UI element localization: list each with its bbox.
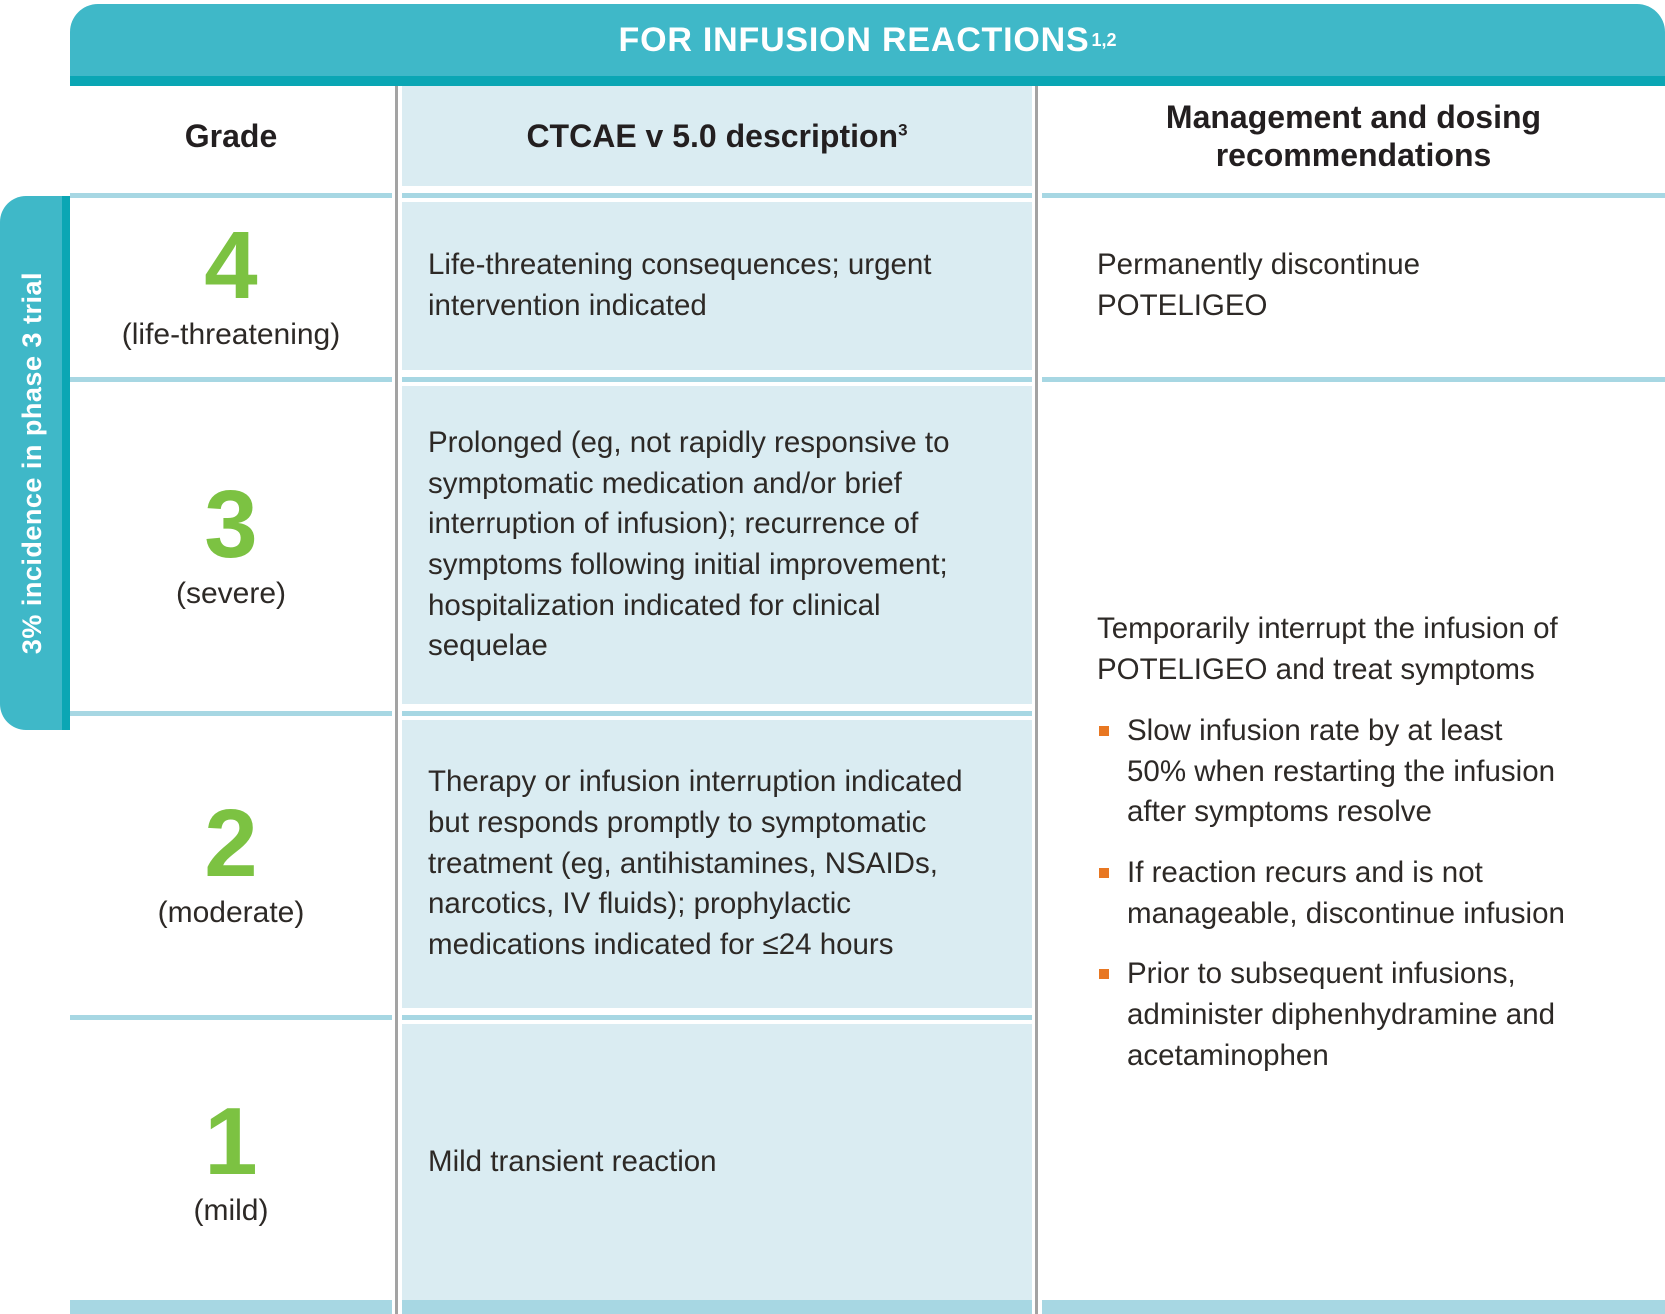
grade-3-severity: (severe) — [175, 576, 287, 610]
grade-cell-1 — [70, 1024, 392, 1300]
incidence-side-tab — [0, 196, 72, 730]
row-separator — [70, 704, 392, 720]
row-separator — [1042, 370, 1665, 386]
description-cell-grade-1 — [402, 1024, 1032, 1300]
title-bar-accent-strip — [70, 76, 1665, 86]
row-separator — [402, 1008, 1032, 1024]
description-text-grade-1: Mild transient reaction — [428, 1144, 717, 1178]
column-header-grade — [70, 86, 392, 186]
bottom-edge-strip — [70, 1300, 392, 1314]
management-cell-grade-4 — [1042, 202, 1665, 370]
grade-3-number: 3 — [204, 471, 258, 579]
description-cell-grade-3 — [402, 386, 1032, 704]
column-header-description — [402, 86, 1032, 186]
column-header-management — [1042, 86, 1665, 186]
column-divider-description-management — [1032, 86, 1042, 1314]
row-separator — [70, 186, 392, 202]
row-separator — [70, 1008, 392, 1024]
description-text-grade-2: Therapy or infusion interruption indicated but responds promptly to symptomatic treatment (eg, antihistamines, NSAIDs, narcotics, IV fluids); prophylactic medications indicated for ≤24 hours — [428, 765, 963, 962]
column-header-description-label: CTCAE v 5.0 description$^3$ — [526, 117, 908, 154]
row-separator — [1042, 186, 1665, 202]
table-title: FOR INFUSION REACTIONS — [618, 20, 1090, 59]
management-bullet-premedication: Prior to subsequent infusions, administer diphenhydramine and acetaminophen — [1097, 954, 1567, 1076]
column-header-grade-label: Grade — [184, 117, 278, 154]
column-divider-grade-description — [392, 86, 402, 1314]
incidence-side-tab-label: 3% incidence in phase 3 trial — [16, 271, 47, 655]
management-intro-grades-1-to-3: Temporarily interrupt the infusion of POTELIGEO and treat symptoms — [1097, 612, 1558, 687]
grade-1-number: 1 — [204, 1088, 258, 1196]
row-separator — [402, 370, 1032, 386]
reactions-grid — [70, 86, 1665, 1314]
management-text-grade-4: Permanently discontinue POTELIGEO — [1097, 248, 1421, 322]
grade-4-severity: (life-threatening) — [121, 317, 341, 351]
infusion-reactions-table — [70, 4, 1665, 1314]
table-title-bar — [70, 4, 1665, 76]
row-separator — [402, 704, 1032, 720]
bottom-edge-strip — [402, 1300, 1032, 1314]
management-cell-grades-1-to-3 — [1042, 386, 1665, 1300]
table-title-footnote-marker: 1,2 — [1091, 29, 1117, 50]
management-bullet-reaction-recurs: If reaction recurs and is not manageable, discontinue infusion — [1097, 853, 1567, 934]
grade-2-number: 2 — [204, 790, 258, 898]
grade-cell-4 — [70, 202, 392, 370]
description-cell-grade-4 — [402, 202, 1032, 370]
row-separator — [402, 186, 1032, 202]
grade-4-number: 4 — [204, 212, 258, 320]
bottom-edge-strip — [1042, 1300, 1665, 1314]
grade-cell-2 — [70, 720, 392, 1008]
grade-1-severity: (mild) — [193, 1193, 269, 1227]
grade-cell-3 — [70, 386, 392, 704]
row-separator — [70, 370, 392, 386]
description-cell-grade-2 — [402, 720, 1032, 1008]
management-bullet-slow-infusion: Slow infusion rate by at least 50% when restarting the infusion after symptoms resolve — [1097, 711, 1567, 833]
description-text-grade-4: Life-threatening consequences; urgent intervention indicated — [428, 248, 932, 322]
description-text-grade-3: Prolonged (eg, not rapidly responsive to symptomatic medication and/or brief interruption of infusion); recurrence of symptoms following initial improvement; hospitalization indicated for clinical sequelae — [428, 425, 950, 663]
column-header-management-label: Management and dosing recommendations — [1165, 98, 1542, 173]
grade-2-severity: (moderate) — [157, 895, 305, 929]
description-footnote-marker: 3 — [898, 120, 908, 140]
